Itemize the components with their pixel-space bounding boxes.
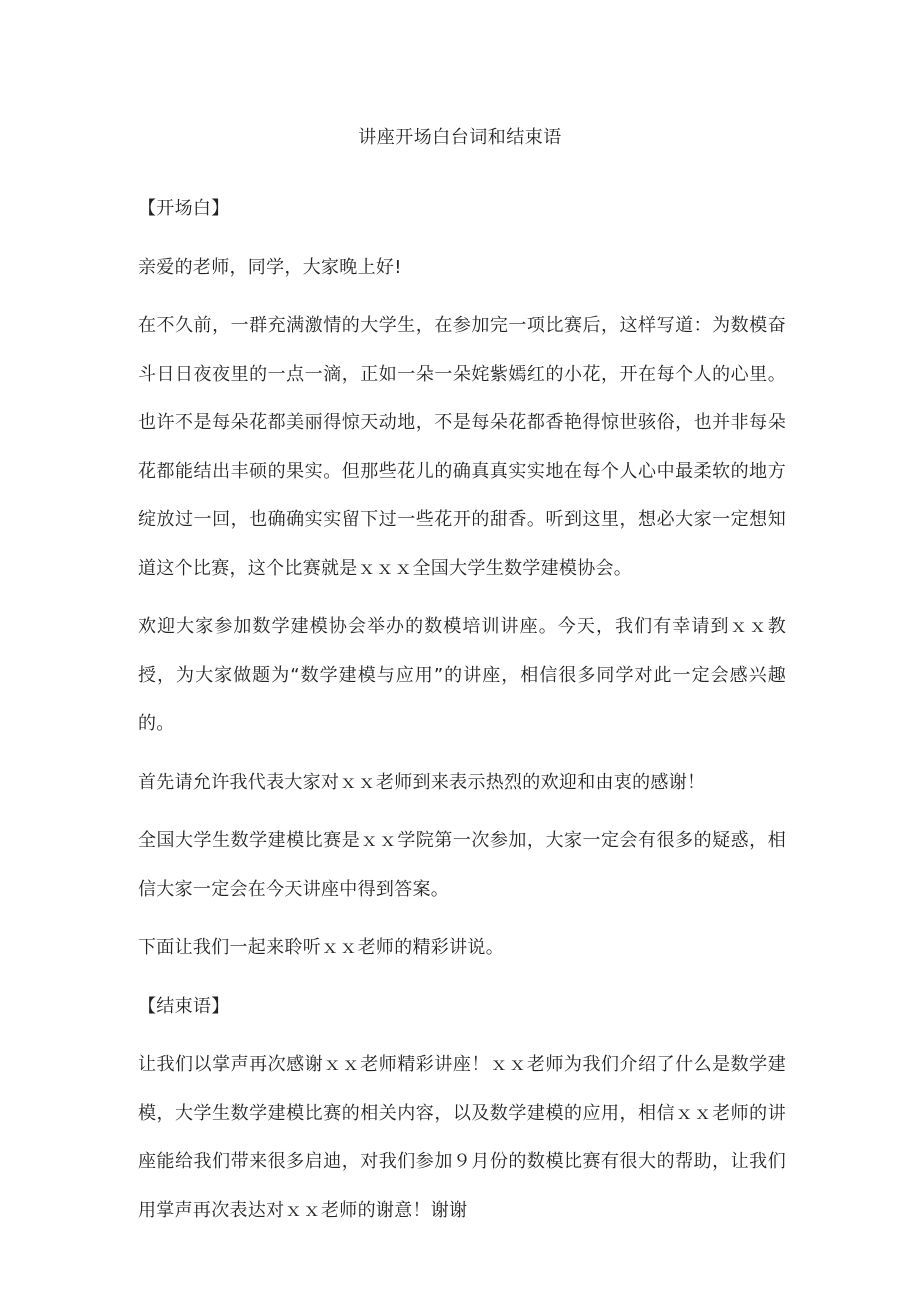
opening-paragraph-welcome: 欢迎大家参加数学建模协会举办的数模培训讲座。今天，我们有幸请到ｘｘ教授，为大家做题为“数学建模与应用”的讲座，相信很多同学对此一定会感兴趣的。 xyxy=(138,616,786,734)
opening-heading: 【开场白】 xyxy=(138,198,230,219)
document-body xyxy=(138,185,786,1245)
opening-paragraph-story: 在不久前，一群充满激情的大学生，在参加完一项比赛后，这样写道：为数模奋斗日日夜夜里的一点一滴，正如一朵一朵姹紫嫣红的小花，开在每个人的心里。也许不是每朵花都美丽得惊天动地，不是每朵花都香艳得惊世骇俗，也并非每朵花都能结出丰硕的果实。但那些花儿的确真真实实地在每个人心中最柔软的地方绽放过一回，也确确实实留下过一些花开的甜香。听到这里，想必大家一定想知道这个比赛，这个比赛就是ｘｘｘ全国大学生数学建模协会。 xyxy=(138,315,786,579)
opening-paragraph-contest: 全国大学生数学建模比赛是ｘｘ学院第一次参加，大家一定会有很多的疑惑，相信大家一定会在今天讲座中得到答案。 xyxy=(138,830,786,900)
opening-paragraph-introduce: 下面让我们一起来聆听ｘｘ老师的精彩讲说。 xyxy=(138,937,504,958)
closing-paragraph: 让我们以掌声再次感谢ｘｘ老师精彩讲座！ｘｘ老师为我们介绍了什么是数学建模，大学生数学建模比赛的相关内容，以及数学建模的应用，相信ｘｘ老师的讲座能给我们带来很多启迪，对我们参加９月份的数模比赛有很大的帮助，让我们用掌声再次表达对ｘｘ老师的谢意！谢谢 xyxy=(138,1054,786,1221)
opening-paragraph-thanks: 首先请允许我代表大家对ｘｘ老师到来表示热烈的欢迎和由衷的感谢！ xyxy=(138,771,706,793)
document-title: 讲座开场白台词和结束语 xyxy=(358,127,562,148)
closing-heading: 【结束语】 xyxy=(138,995,230,1017)
opening-paragraph-greeting: 亲爱的老师，同学，大家晚上好! xyxy=(138,256,402,278)
